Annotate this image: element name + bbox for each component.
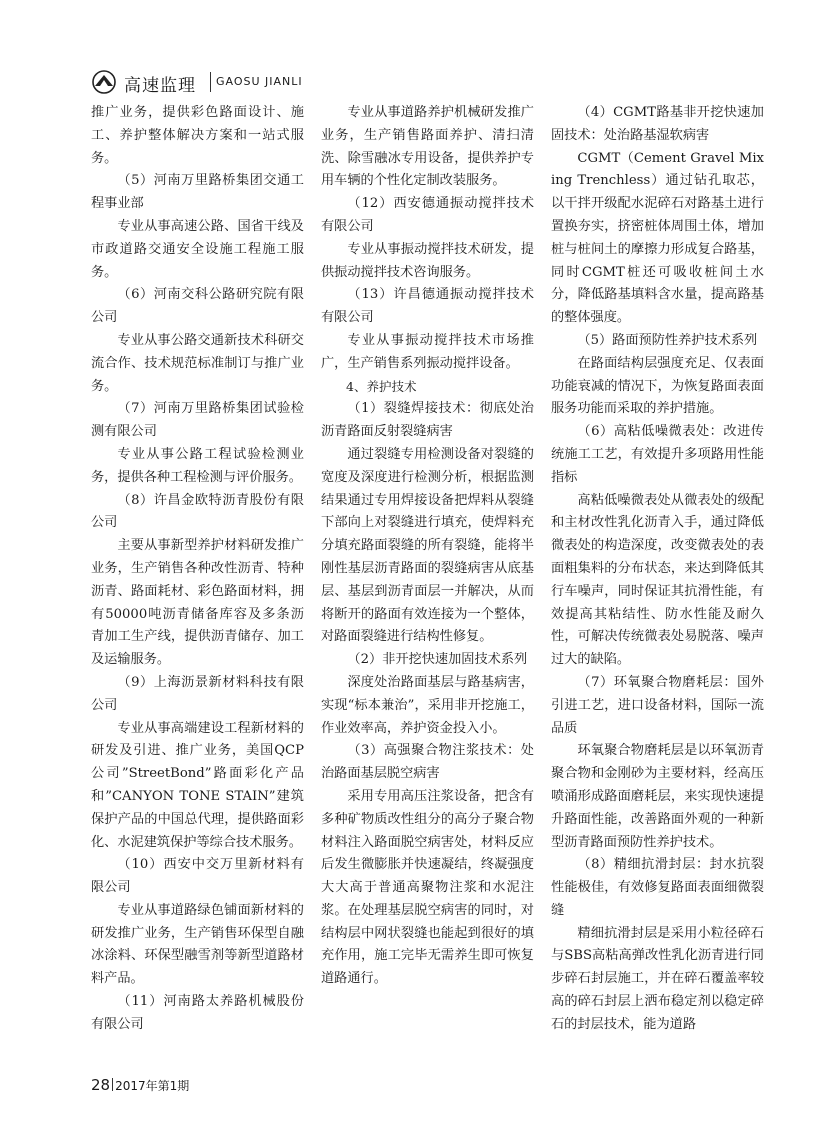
- paragraph: 专业从事振动搅拌技术研发，提供振动搅拌技术咨询服务。: [321, 241, 534, 280]
- technique-heading: （3）高强聚合物注浆技术：处治路面基层脱空病害: [321, 743, 534, 782]
- technique-heading: （1）裂缝焊接技术：彻底处治沥青路面反射裂缝病害: [321, 401, 534, 440]
- paragraph: 专业从事振动搅拌技术市场推广，生产销售系列振动搅拌设备。: [321, 332, 534, 371]
- paragraph: 采用专用高压注浆设备，把含有多种矿物质改性组分的高分子聚合物材料注入路面脱空病害处，材料反应后发生微膨胀并快速凝结，终凝强度大大高于普通高聚物注浆和水泥注浆。在处理基层脱空病害的同时，对结构层中网状裂缝也能起到很好的填充作用，施工完毕无需养生即可恢复道路通行。: [321, 788, 534, 987]
- header-divider: [210, 72, 211, 92]
- technique-heading: （6）高粘低噪微表处：改进传统施工工艺，有效提升多项路用性能指标: [551, 424, 764, 485]
- page-number: 28: [91, 1076, 111, 1094]
- paragraph: 深度处治路面基层与路基病害，实现“标本兼治”，采用非开挖施工，作业效率高，养护资金投入小。: [321, 674, 534, 736]
- paragraph: 专业从事公路工程试验检测业务，提供各种工程检测与评价服务。: [91, 446, 304, 485]
- paragraph: 通过裂缝专用检测设备对裂缝的宽度及深度进行检测分析，根据监测结果通过专用焊接设备把焊料从裂缝下部向上对裂缝进行填充，使焊料充分填充路面裂缝的所有裂缝，能将半刚性基层沥青路面的裂缝病害从底基层、基层到沥青面层一并解决，从而将断开的路面有效连接为一个整体，对路面裂缝进行结构性修复。: [321, 446, 534, 645]
- paragraph: 推广业务，提供彩色路面设计、施工、养护整体解决方案和一站式服务。: [91, 105, 304, 166]
- journal-title: 高速监理: [124, 76, 196, 96]
- paragraph: 专业从事高端建设工程新材料的研发及引进、推广业务，美国QCP公司”StreetBond”路面彩化产品和”CANYON TONE STAIN”建筑保护产品的中国总代理，提供路面彩化、水泥建筑保护等综合技术服务。: [91, 720, 304, 850]
- company-heading: （10）西安中交万里新材料有限公司: [91, 857, 304, 896]
- technique-heading: （4）CGMT路基非开挖快速加固技术：处治路基湿软病害: [551, 105, 764, 143]
- paragraph: 环氧聚合物磨耗层是以环氧沥青聚合物和金刚砂为主要材料，经高压喷涌形成路面磨耗层，来实现快速提升路面性能，改善路面外观的一种新型沥青路面预防性养护技术。: [551, 743, 764, 850]
- company-heading: （9）上海沥景新材料科技有限公司: [91, 674, 304, 713]
- company-heading: （12）西安德通振动搅拌技术有限公司: [321, 196, 534, 234]
- technique-heading: （7）环氧聚合物磨耗层：国外引进工艺，进口设备材料，国际一流品质: [551, 674, 764, 736]
- journal-logo-icon: [92, 70, 116, 94]
- journal-title-en: GAOSU JIANLI: [216, 75, 303, 88]
- section-heading: 4、养护技术: [346, 378, 417, 394]
- paragraph: CGMT（Cement Gravel Mixing Trenchless）通过钻孔取芯，以干拌开级配水泥碎石对路基土进行置换夯实，挤密桩体周围土体，增加桩与桩间土的摩擦力形成复合路基，同时CGMT桩还可吸收桩间土水分，降低路基填料含水量，提高路基的整体强度。: [551, 150, 764, 326]
- paragraph: 在路面结构层强度充足、仅表面功能衰减的情况下，为恢复路面表面服务功能而采取的养护措施。: [551, 355, 764, 417]
- company-heading: （13）许昌德通振动搅拌技术有限公司: [321, 287, 534, 326]
- technique-heading: （8）精细抗滑封层：封水抗裂性能极佳，有效修复路面表面细微裂缝: [551, 857, 764, 918]
- paragraph: 精细抗滑封层是采用小粒径碎石与SBS高粘高弹改性乳化沥青进行同步碎石封层施工，并在碎石覆盖率较高的碎石封层上洒布稳定剂以稳定碎石的封层技术，能为道路: [551, 925, 764, 1032]
- paragraph: 专业从事道路养护机械研发推广业务，生产销售路面养护、清扫清洗、除雪融冰专用设备，提供养护专用车辆的个性化定制改装服务。: [321, 105, 534, 189]
- company-heading: （7）河南万里路桥集团试验检测有限公司: [91, 401, 304, 440]
- text-column-3: [551, 102, 764, 1037]
- technique-heading: （5）路面预防性养护技术系列: [577, 332, 758, 348]
- issue-label: 2017年第1期: [115, 1079, 190, 1093]
- paragraph: 主要从事新型养护材料研发推广业务，生产销售各种改性沥青、特种沥青、路面耗材、彩色路面材料，拥有50000吨沥青储备库容及多条沥青加工生产线，提供沥青储存、加工及运输服务。: [91, 538, 304, 668]
- paragraph: 专业从事高速公路、国省干线及市政道路交通安全设施工程施工服务。: [91, 218, 304, 280]
- text-column-1: [91, 102, 304, 1037]
- paragraph: 高粘低噪微表处从微表处的级配和主材改性乳化沥青入手，通过降低微表处的构造深度，改变微表处的表面粗集料的分布状态，来达到降低其行车噪声，同时保证其抗滑性能，有效提高其粘结性、防水性能及耐久性，可解决传统微表处易脱落、噪声过大的缺陷。: [551, 492, 764, 668]
- company-heading: （8）许昌金欧特沥青股份有限公司: [91, 492, 304, 531]
- page-header: [92, 70, 412, 96]
- company-heading: （6）河南交科公路研究院有限公司: [91, 287, 304, 326]
- page-footer: [91, 1076, 189, 1094]
- technique-heading: （2）非开挖快速加固技术系列: [347, 652, 528, 668]
- text-column-2: [321, 102, 534, 991]
- company-heading: （11）河南路太养路机械股份有限公司: [91, 994, 304, 1032]
- company-heading: （5）河南万里路桥集团交通工程事业部: [91, 173, 304, 212]
- footer-divider: [112, 1078, 113, 1091]
- paragraph: 专业从事道路绿色铺面新材料的研发推广业务，生产销售环保型自融冰涂料、环保型融雪剂等新型道路材料产品。: [91, 902, 304, 987]
- paragraph: 专业从事公路交通新技术科研交流合作、技术规范标准制订与推广业务。: [91, 332, 304, 394]
